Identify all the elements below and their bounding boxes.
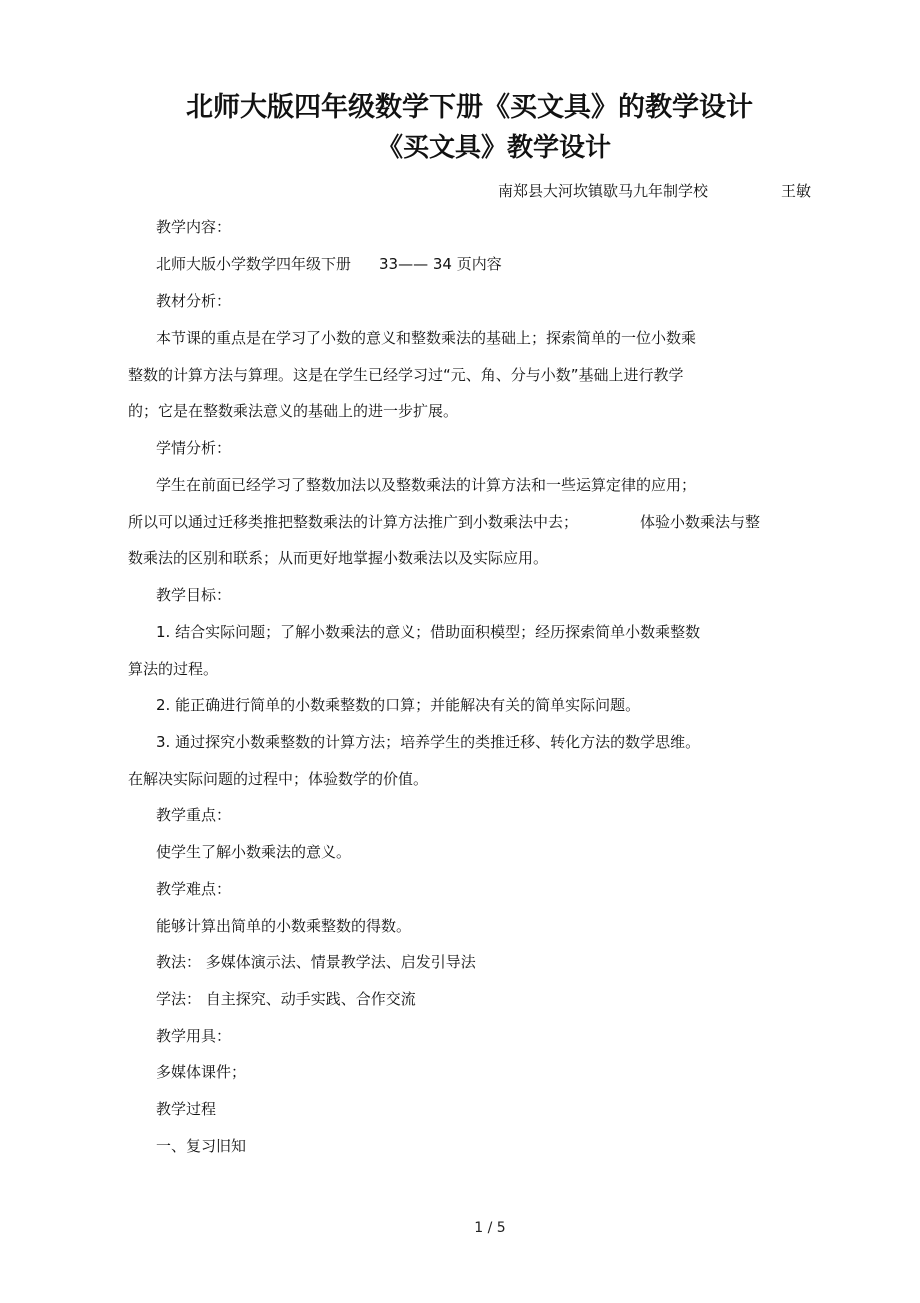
difficulty-text: 能够计算出简单的小数乘整数的得数。 [156,917,412,935]
learner-line: 数乘法的区别和联系；从而更好地掌握小数乘法以及实际应用。 [128,549,549,567]
analysis-line: 本节课的重点是在学习了小数的意义和整数乘法的基础上；探索简单的一位小数乘 [156,329,697,347]
analysis-line: 的；它是在整数乘法意义的基础上的进一步扩展。 [128,402,459,420]
content-text-pages: 33—— 34 页内容 [379,255,502,273]
tools-heading: 教学用具： [156,1027,232,1045]
document-title: 北师大版四年级数学下册《买文具》的教学设计 [186,92,753,123]
goal-line: 算法的过程。 [128,660,219,678]
section-heading: 一、复习旧知 [156,1137,247,1155]
key-text: 使学生了解小数乘法的意义。 [156,843,352,861]
content-heading: 教学内容： [156,218,232,236]
learner-line: 学生在前面已经学习了整数加法以及整数乘法的计算方法和一些运算定律的应用； [156,476,697,494]
goal-line: 在解决实际问题的过程中；体验数学的价值。 [128,770,429,788]
key-heading: 教学重点： [156,806,232,824]
tools-text: 多媒体课件； [156,1063,247,1081]
learning-method: 学法： 自主探究、动手实践、合作交流 [156,990,416,1008]
content-text [156,253,502,275]
goals-heading: 教学目标： [156,586,232,604]
analysis-heading: 教材分析： [156,292,232,310]
learner-line-part: 所以可以通过迁移类推把整数乘法的计算方法推广到小数乘法中去； [128,513,579,531]
teaching-method: 教法： 多媒体演示法、情景教学法、启发引导法 [156,953,476,971]
author-school: 南郑县大河坎镇歇马九年制学校 [498,182,709,200]
content-text-book: 北师大版小学数学四年级下册 [156,255,352,273]
learner-heading: 学情分析： [156,439,232,457]
goal-line: 2. 能正确进行简单的小数乘整数的口算；并能解决有关的简单实际问题。 [156,696,641,714]
author-name: 王敏 [781,182,812,200]
document-subtitle: 《买文具》教学设计 [377,133,612,163]
learner-line [128,511,760,533]
process-heading: 教学过程 [156,1100,217,1118]
analysis-line: 整数的计算方法与算理。这是在学生已经学习过“元、角、分与小数”基础上进行教学 [128,366,684,384]
difficulty-heading: 教学难点： [156,880,232,898]
goal-line: 3. 通过探究小数乘整数的计算方法；培养学生的类推迁移、转化方法的数学思维。 [156,733,701,751]
page-number: 1 / 5 [474,1220,506,1236]
learner-line-part: 体验小数乘法与整 [640,513,761,531]
goal-line: 1. 结合实际问题；了解小数乘法的意义；借助面积模型；经历探索简单小数乘整数 [156,623,701,641]
